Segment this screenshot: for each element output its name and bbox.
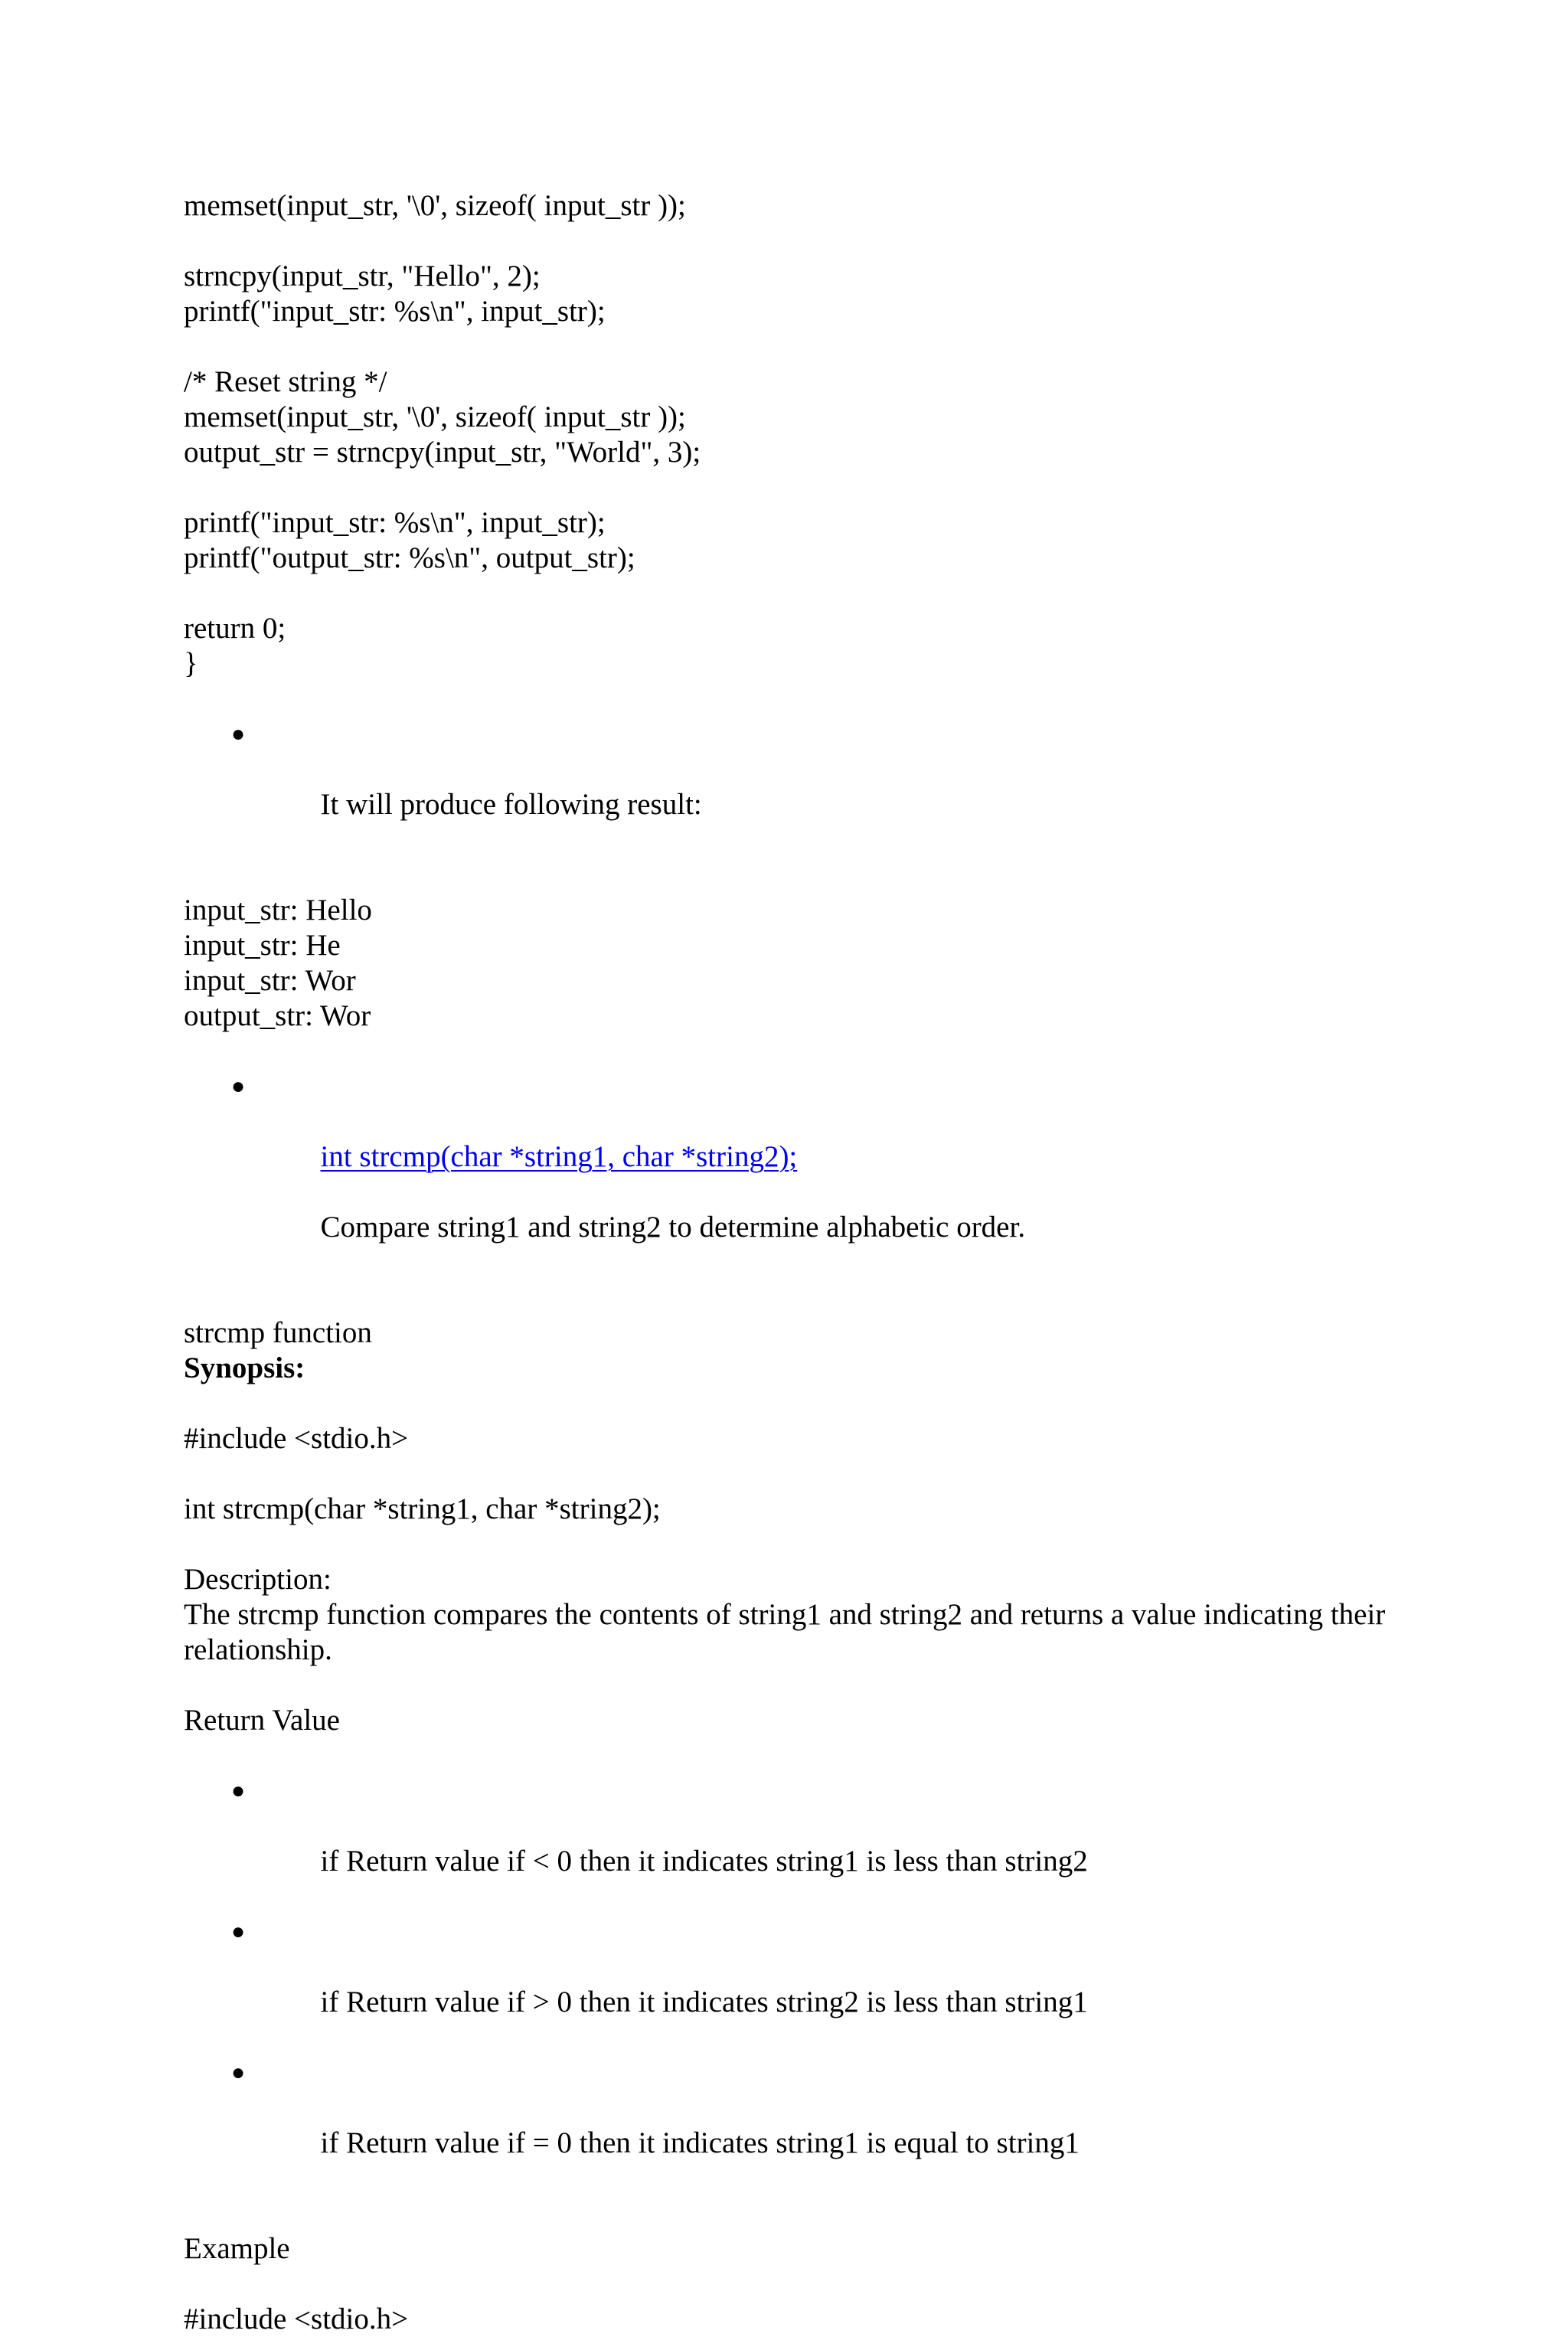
- code-line: [184, 224, 1409, 259]
- code-line: /* Reset string */: [184, 365, 387, 398]
- section-heading: strcmp function: [184, 1316, 372, 1349]
- bullet-icon: ●: [231, 1919, 246, 1944]
- list-item: [184, 1914, 1409, 2055]
- prototype-line: int strcmp(char *string1, char *string2);: [184, 1492, 661, 1525]
- strcmp-link[interactable]: int strcmp(char *string1, char *string2);: [320, 1140, 798, 1173]
- code-line: printf("output_str: %s\n", output_str);: [184, 541, 635, 574]
- return-value-list: [184, 1773, 1409, 2196]
- strcmp-bullet-list: [184, 1069, 1409, 1280]
- code-line: [184, 576, 1409, 611]
- synopsis-label: Synopsis:: [184, 1352, 305, 1384]
- result-intro-text: It will produce following result:: [320, 788, 702, 821]
- example-label: Example: [184, 2232, 290, 2265]
- code-line: printf("input_str: %s\n", input_str);: [184, 295, 606, 328]
- code-line: [184, 329, 1409, 364]
- code-line: memset(input_str, '\0', sizeof( input_str ));: [184, 189, 686, 222]
- output-line: input_str: Wor: [184, 964, 356, 997]
- result-output-block: [184, 893, 1409, 1034]
- code-block: [184, 188, 1409, 681]
- list-item: [184, 1773, 1409, 1914]
- code-line: printf("input_str: %s\n", input_str);: [184, 506, 606, 539]
- code-line: }: [184, 647, 198, 680]
- code-line: return 0;: [184, 612, 286, 645]
- description-label: Description:: [184, 1563, 332, 1596]
- strcmp-summary: Compare string1 and string2 to determine alphabetic order.: [320, 1211, 1026, 1244]
- code-line: memset(input_str, '\0', sizeof( input_str ));: [184, 400, 686, 433]
- result-bullet-list: [184, 717, 1409, 858]
- output-line: output_str: Wor: [184, 999, 371, 1032]
- code-line: output_str = strncpy(input_str, "World", 3);: [184, 436, 701, 469]
- bullet-icon: ●: [231, 2060, 246, 2085]
- include-line: #include <stdio.h>: [184, 1422, 409, 1455]
- code-line: [184, 470, 1409, 505]
- list-item: [184, 717, 1409, 858]
- bullet-icon: ●: [231, 1778, 246, 1803]
- list-item: [184, 1069, 1409, 1280]
- output-line: input_str: He: [184, 929, 341, 962]
- list-item: [184, 2055, 1409, 2196]
- document-page: [184, 188, 1409, 2337]
- return-value-text: if Return value if = 0 then it indicates string1 is equal to string1: [320, 2126, 1080, 2159]
- bullet-icon: ●: [231, 721, 246, 747]
- return-value-label: Return Value: [184, 1704, 340, 1737]
- return-value-text: if Return value if > 0 then it indicates string2 is less than string1: [320, 1986, 1088, 2018]
- description-text: The strcmp function compares the contents of string1 and string2 and returns a value indicating their relationship.: [184, 1598, 1386, 1666]
- code-line: strncpy(input_str, "Hello", 2);: [184, 260, 541, 293]
- return-value-text: if Return value if < 0 then it indicates string1 is less than string2: [320, 1845, 1088, 1878]
- output-line: input_str: Hello: [184, 894, 372, 927]
- example-include-line: #include <stdio.h>: [184, 2303, 409, 2335]
- bullet-icon: ●: [231, 1074, 246, 1099]
